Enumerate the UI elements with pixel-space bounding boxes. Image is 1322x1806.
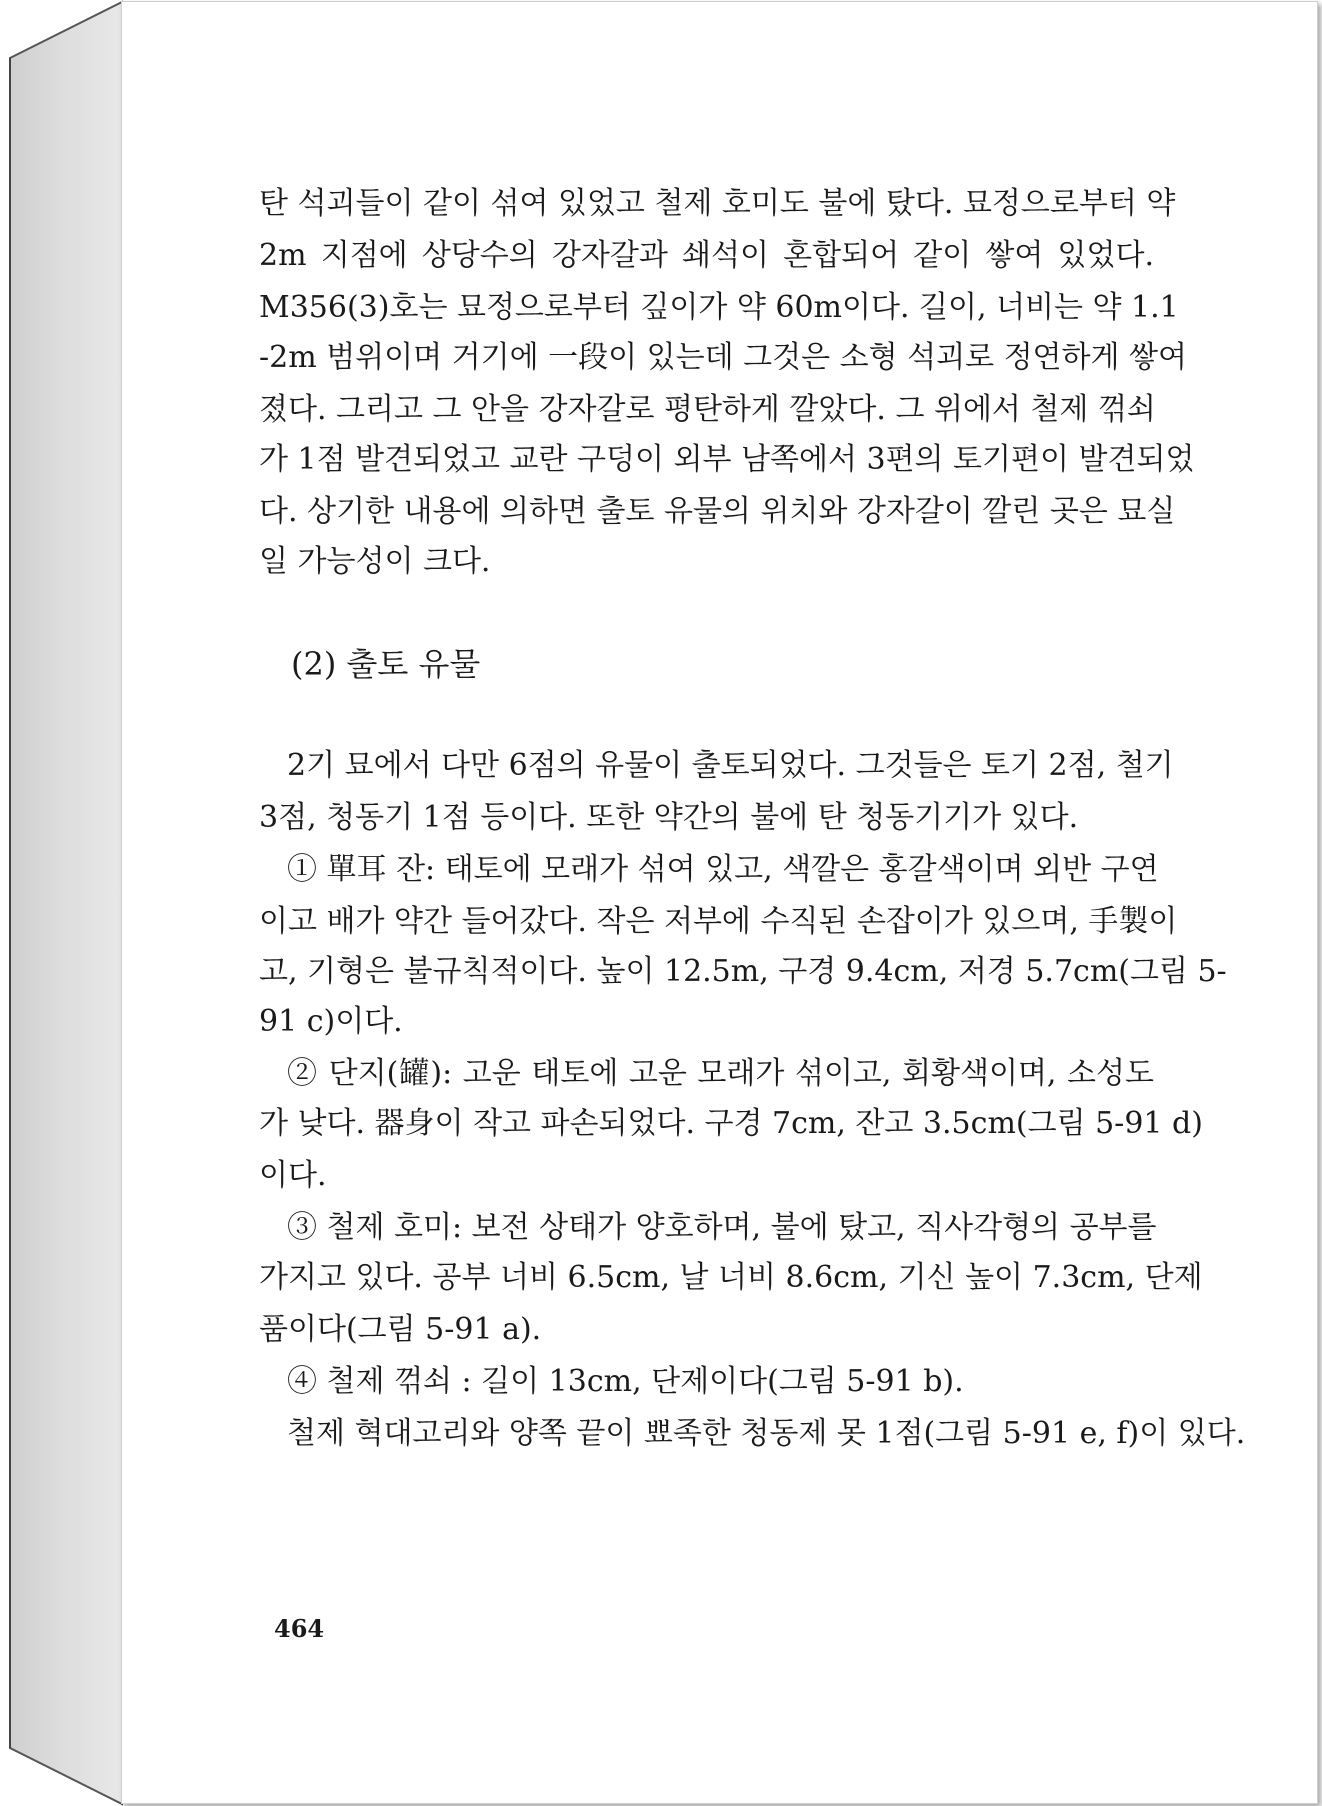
text-line: 가 낮다. 器身이 작고 파손되었다. 구경 7cm, 잔고 3.5cm(그림 5-91 d) [259,1106,1203,1141]
text-line: ④ 철제 꺾쇠 : 길이 13cm, 단제이다(그림 5-91 b). [287,1364,964,1399]
text-line: 품이다(그림 5-91 a). [259,1312,542,1347]
section-heading: (2) 출토 유물 [291,645,481,683]
text-line: 탄 석괴들이 같이 섞여 있었고 철제 호미도 불에 탔다. 묘정으로부터 약 [259,186,1176,221]
text-line: M356(3)호는 묘정으로부터 깊이가 약 60m이다. 길이, 너비는 약 1.1 [259,290,1179,325]
text-line: 91 c)이다. [259,1004,403,1039]
text-line: 이다. [259,1158,327,1193]
text-line: ③ 철제 호미: 보전 상태가 양호하며, 불에 탔고, 직사각형의 공부를 [287,1210,1157,1245]
text-line: 고, 기형은 불규칙적이다. 높이 12.5m, 구경 9.4cm, 저경 5.7cm(그림 5- [259,954,1227,989]
text-line: 다. 상기한 내용에 의하면 출토 유물의 위치와 강자갈이 깔린 곳은 묘실 [259,494,1176,529]
text-line: ② 단지(罐): 고운 태토에 고운 모래가 섞이고, 회황색이며, 소성도 [287,1056,1154,1091]
book-page [121,1,1318,1804]
text-line: 가 1점 발견되었고 교란 구덩이 외부 남쪽에서 3편의 토기편이 발견되었 [259,442,1195,477]
page-number: 464 [274,1614,325,1643]
book-spine [0,0,126,1806]
text-line: ① 單耳 잔: 태토에 모래가 섞여 있고, 색깔은 홍갈색이며 외반 구연 [287,852,1159,887]
text-line: 가지고 있다. 공부 너비 6.5cm, 날 너비 8.6cm, 기신 높이 7.3cm, 단제 [259,1260,1203,1295]
text-line: 2기 묘에서 다만 6점의 유물이 출토되었다. 그것들은 토기 2점, 철기 [287,748,1174,783]
text-line: 2m 지점에 상당수의 강자갈과 쇄석이 혼합되어 같이 쌓여 있었다. [259,238,1154,273]
text-line: 이고 배가 약간 들어갔다. 작은 저부에 수직된 손잡이가 있으며, 手製이 [259,904,1178,939]
text-line: -2m 범위이며 거기에 一段이 있는데 그것은 소형 석괴로 정연하게 쌓여 [259,340,1187,375]
text-line: 졌다. 그리고 그 안을 강자갈로 평탄하게 깔았다. 그 위에서 철제 꺾쇠 [259,392,1156,427]
text-line: 철제 혁대고리와 양쪽 끝이 뾰족한 청동제 못 1점(그림 5-91 e, f)이 있다. [287,1416,1246,1451]
text-line: 일 가능성이 크다. [259,544,491,579]
text-line: 3점, 청동기 1점 등이다. 또한 약간의 불에 탄 청동기기가 있다. [259,800,1079,835]
